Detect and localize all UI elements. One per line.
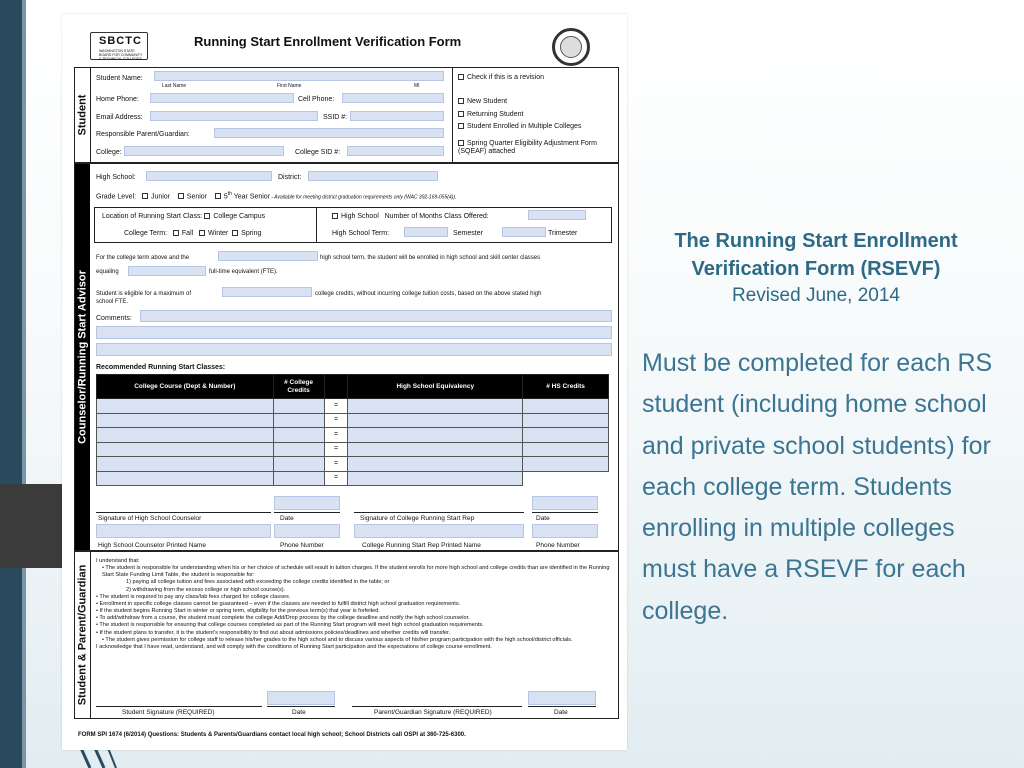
semester-field[interactable]: [404, 227, 448, 237]
senior-checkbox[interactable]: [178, 193, 184, 199]
counselor-date-field[interactable]: [274, 496, 340, 510]
student-signature-label: Student Signature (REQUIRED): [122, 709, 215, 716]
college-field[interactable]: [124, 146, 284, 156]
college-campus-checkbox[interactable]: [204, 213, 210, 219]
table-row: =: [97, 442, 609, 457]
acknowledgement-text: I understand that: • The student is responsible for understanding when his or her choice of schedule will result in tuition charges. If the student enrolls for more high school and college credits than are identified in the Running Start State Funding Limit Table, the student is responsible for: 1) paying all college tuition and fees associated with exceeding the college credits identified in the table; or 2) withdrawing from the excess college or high school course(s). • The student is required to pay any class/lab fees charged for college classes. • Enrollment in specific college classes cannot be guaranteed – even if the classes are needed to fulfill district high school graduation requirements. • If the student begins Running Start in winter or spring term, eligibility for the previous term(s) that year is forfeited. • To add/withdraw from a course, the student must complete the college Add/Drop process by the college deadline and notify the high school counselor. • The student is responsible for ensuring that college courses completed as part of the Running Start program will meet high school graduation requirements. • If the student plans to transfer, it is the student’s responsibility to find out about admissions policies/deadlines and whether credits will transfer. • The student gives permission for college staff to release his/her grades to the high school and to discuss various aspects of his/her program participation with the high school/district officials. I acknowledge that I have read, understand, and will comply with the conditions of Running Start participation and the expectations of college course enrollment.: [96, 558, 610, 650]
high-school-checkbox[interactable]: [332, 213, 338, 219]
sbctc-logo: [90, 32, 148, 60]
col-hs-equivalency: High School Equivalency: [348, 375, 523, 399]
form-footer: FORM SPI 1674 (6/2014) Questions: Students & Parents/Guardians contact local high school; School Districts call OSPI at 360-725-6300.: [78, 732, 466, 738]
recommended-classes-table: [96, 374, 609, 486]
left-accent-bar: [0, 0, 22, 768]
location-row: Location of Running Start Class: College Campus: [102, 213, 266, 220]
trimester-field[interactable]: [502, 227, 546, 237]
rep-signature-label: Signature of College Running Start Rep: [360, 515, 475, 522]
rep-date-label: Date: [536, 515, 550, 522]
hs-location-row: High School Number of Months Class Offered:: [332, 213, 489, 221]
comments-field-2[interactable]: [96, 326, 612, 339]
eligible-text-1: Student is eligible for a maximum of: [96, 291, 192, 297]
slide-body-text: Must be completed for each RS student (including home school and private school students) for each college term. Students enrolling in multiple colleges must have a RSEVF for each college.: [642, 349, 993, 625]
form-title: Running Start Enrollment Verification Form: [194, 34, 462, 49]
revision-checkbox[interactable]: Check if this is a revision: [458, 74, 544, 82]
col-equals: [324, 375, 348, 399]
table-row: =: [97, 413, 609, 428]
cell-phone-label: Cell Phone:: [298, 96, 335, 103]
fall-checkbox[interactable]: [173, 230, 179, 236]
first-name-caption: First Name: [277, 83, 302, 89]
table-row: =: [97, 471, 609, 486]
comments-field-1[interactable]: [140, 310, 612, 322]
hs-term-label: High School Term:: [332, 230, 390, 237]
college-term-row: College Term: Fall Winter Spring: [124, 230, 262, 237]
term-text-2: high school term, the student will be enrolled in high school and skill center classes: [320, 255, 541, 261]
student-name-label: Student Name:: [96, 75, 143, 82]
counselor-phone-field[interactable]: [274, 524, 340, 538]
high-school-field[interactable]: [146, 171, 272, 181]
district-field[interactable]: [308, 171, 438, 181]
col-college-credits: # College Credits: [273, 375, 324, 399]
advisor-section-label: Counselor/Running Start Advisor: [76, 270, 89, 444]
high-school-label: High School:: [96, 174, 136, 181]
junior-checkbox[interactable]: [142, 193, 148, 199]
district-label: District:: [278, 174, 302, 181]
rep-date-field[interactable]: [532, 496, 598, 510]
parent-section-label: Student & Parent/Guardian: [76, 564, 89, 706]
counselor-name-label: High School Counselor Printed Name: [98, 542, 207, 549]
logo-subtext: WASHINGTON STATE BOARD FOR COMMUNITY & TECHNICAL COLLEGES: [99, 49, 143, 62]
home-phone-field[interactable]: [150, 93, 294, 103]
rep-name-label: College Running Start Rep Printed Name: [362, 542, 481, 549]
college-label: College:: [96, 149, 122, 156]
slide-title: The Running Start Enrollment Verification Form (RSEVF): [674, 230, 958, 280]
sqeaf-checkbox[interactable]: Spring Quarter Eligibility Adjustment Form (SQEAF) attached: [458, 140, 597, 156]
col-hs-credits: # HS Credits: [523, 375, 609, 399]
state-seal-icon: [552, 28, 590, 66]
max-credits-field[interactable]: [222, 287, 312, 297]
fte-field[interactable]: [128, 266, 206, 276]
new-student-checkbox[interactable]: New Student: [458, 98, 507, 106]
col-college-course: College Course (Dept & Number): [97, 375, 274, 399]
logo-text: SBCTC: [99, 35, 142, 47]
semester-label: Semester: [453, 230, 483, 237]
returning-student-checkbox[interactable]: Returning Student: [458, 111, 523, 119]
rep-phone-field[interactable]: [532, 524, 598, 538]
ssid-field[interactable]: [350, 111, 444, 121]
spring-checkbox[interactable]: [232, 230, 238, 236]
months-offered-field[interactable]: [528, 210, 586, 220]
college-sid-label: College SID #:: [295, 149, 341, 156]
ssid-label: SSID #:: [323, 114, 348, 121]
counselor-phone-label: Phone Number: [280, 542, 324, 549]
email-field[interactable]: [150, 111, 318, 121]
student-name-field[interactable]: [154, 71, 444, 81]
form-image: [62, 14, 627, 750]
table-row: =: [97, 399, 609, 414]
parent-date-field[interactable]: [528, 691, 596, 705]
counselor-date-label: Date: [280, 515, 294, 522]
last-name-caption: Last Name: [162, 83, 187, 89]
rep-name-field[interactable]: [354, 524, 524, 538]
mi-caption: MI: [414, 83, 420, 89]
grade-level-row: Grade Level: Junior Senior 5th Year Senior - Available for meeting district graduation requirements only (WAC 392-169-055(4)).: [96, 191, 457, 201]
left-accent-stripe: [22, 0, 26, 768]
guardian-field[interactable]: [214, 128, 444, 138]
college-sid-field[interactable]: [347, 146, 444, 156]
fte-label: full-time equivalent (FTE).: [209, 269, 278, 275]
student-date-field[interactable]: [267, 691, 335, 705]
table-row: =: [97, 457, 609, 472]
email-label: Email Address:: [96, 114, 143, 121]
term-text-1: For the college term above and the: [96, 255, 190, 261]
counselor-signature-label: Signature of High School Counselor: [98, 515, 202, 522]
hs-term-field[interactable]: [218, 251, 318, 261]
equaling-label: equaling: [96, 269, 119, 275]
student-section-label: Student: [76, 94, 89, 136]
recommended-classes-label: Recommended Running Start Classes:: [96, 364, 226, 371]
winter-checkbox[interactable]: [199, 230, 205, 236]
table-row: =: [97, 428, 609, 443]
cell-phone-field[interactable]: [342, 93, 444, 103]
parent-date-label: Date: [554, 709, 568, 716]
student-date-label: Date: [292, 709, 306, 716]
multiple-colleges-checkbox[interactable]: Student Enrolled in Multiple Colleges: [458, 123, 581, 131]
parent-signature-label: Parent/Guardian Signature (REQUIRED): [374, 709, 492, 716]
home-phone-label: Home Phone:: [96, 96, 139, 103]
slide-heading: [632, 228, 1000, 310]
slide-subtitle: Revised June, 2014: [732, 285, 900, 307]
rep-phone-label: Phone Number: [536, 542, 580, 549]
counselor-name-field[interactable]: [96, 524, 271, 538]
comments-label: Comments:: [96, 315, 132, 322]
fifth-year-checkbox[interactable]: [215, 193, 221, 199]
guardian-label: Responsible Parent/Guardian:: [96, 131, 190, 138]
eligible-text-3: school FTE.: [96, 299, 129, 305]
dark-accent-block: [0, 484, 62, 568]
eligible-text-2: college credits, without incurring college tuition costs, based on the above stated high: [315, 291, 542, 297]
comments-field-3[interactable]: [96, 343, 612, 356]
trimester-label: Trimester: [548, 230, 578, 237]
